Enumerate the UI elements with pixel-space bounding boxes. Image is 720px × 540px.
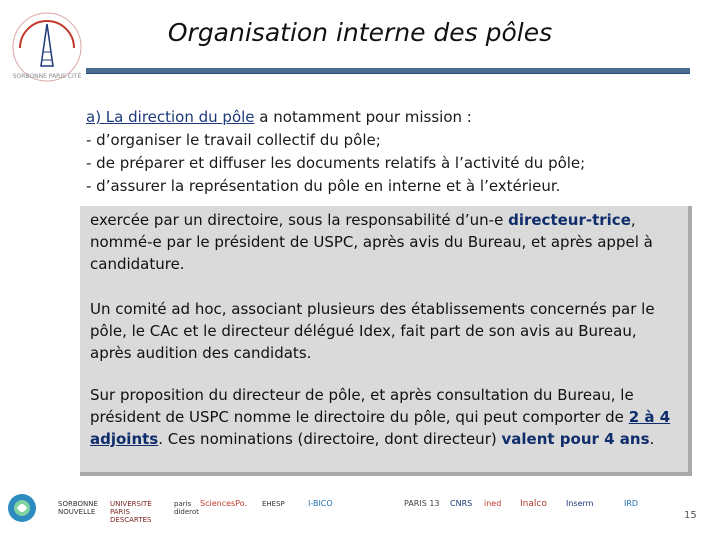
emphasis-adjoints: 2 à 4 adjoints bbox=[90, 408, 671, 448]
paragraph-text: exercée par un directoire, sous la responsabilité d’un-e bbox=[90, 211, 509, 229]
mission-section bbox=[86, 106, 706, 198]
mission-item: - d’organiser le travail collectif du pôle; bbox=[86, 131, 381, 149]
paragraph-text: . Ces nominations (directoire, dont directeur) bbox=[158, 430, 502, 448]
partner-logo: Inalco bbox=[520, 499, 547, 509]
seal-ring-text: SORBONNE PARIS CITÉ bbox=[12, 73, 82, 80]
mission-heading-tail: a notamment pour mission : bbox=[254, 108, 472, 126]
page-title: Organisation interne des pôles bbox=[167, 18, 553, 47]
emphasis-duration: valent pour 4 ans bbox=[501, 430, 650, 448]
mission-heading-line bbox=[86, 106, 706, 129]
content-box bbox=[80, 206, 692, 476]
partner-logo: CNRS bbox=[450, 499, 473, 508]
mission-heading: a) La direction du pôle bbox=[86, 108, 255, 126]
partner-logo: PARIS 13 bbox=[404, 499, 440, 508]
partner-logos bbox=[58, 496, 698, 526]
partner-logo: SORBONNE NOUVELLE bbox=[58, 500, 98, 516]
footer-round-icon bbox=[6, 492, 38, 524]
paragraph-text: . bbox=[649, 430, 655, 448]
mission-item: - d’assurer la représentation du pôle en interne et à l’extérieur. bbox=[86, 177, 561, 195]
partner-logo: paris diderot bbox=[174, 500, 199, 516]
paragraph-text: , nommé-e par le président de USPC, après avis du Bureau, et après appel à candidature. bbox=[90, 211, 653, 273]
partner-logo: IRD bbox=[624, 499, 639, 508]
paragraph-text: Sur proposition du directeur de pôle, et après consultation du Bureau, le président de USPC nomme le directoire du pôle, qui peut comporter de bbox=[90, 386, 634, 426]
partner-logo bbox=[368, 500, 398, 522]
paragraph-nomination bbox=[90, 384, 680, 450]
paragraph-comite: Un comité ad hoc, associant plusieurs des établissements concernés par le pôle, le CAc et le directeur délégué Idex, fait part de son avis au Bureau, après audition des candidats. bbox=[90, 300, 655, 362]
partner-logo: Inserm bbox=[566, 499, 594, 508]
partner-logo: ined bbox=[484, 499, 502, 508]
university-logo bbox=[8, 8, 86, 86]
title-divider bbox=[86, 68, 690, 74]
page-number: 15 bbox=[684, 510, 697, 521]
partner-logo: UNIVERSITÉ PARIS DESCARTES bbox=[110, 500, 152, 524]
university-seal-icon bbox=[8, 8, 86, 86]
paragraph-directoire bbox=[90, 209, 680, 275]
partner-logo: I-BICO bbox=[308, 499, 333, 508]
mission-item: - de préparer et diffuser les documents relatifs à l’activité du pôle; bbox=[86, 154, 586, 172]
footer bbox=[0, 488, 720, 540]
partner-logo: EHESP bbox=[262, 500, 285, 508]
emphasis-directeur-trice: directeur-trice bbox=[508, 211, 631, 229]
partner-logo: SciencesPo. bbox=[200, 499, 248, 508]
